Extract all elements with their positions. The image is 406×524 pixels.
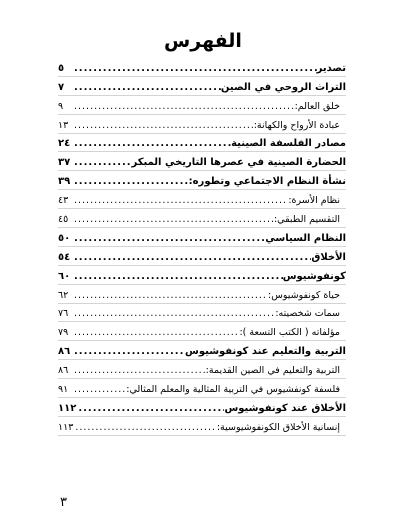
- toc-entry-page: ٧٩: [58, 327, 69, 339]
- toc-entry-label: التربية والتعليم عند كونفوشيوس: [185, 346, 346, 358]
- toc-entry: [58, 360, 346, 379]
- toc-entry: [58, 285, 346, 304]
- dot-leader: [72, 155, 131, 170]
- toc-entry: [58, 379, 346, 398]
- toc-entry-label: فلسفة كونفشيوس في التربية المثالية والمعلم المثالي:: [126, 384, 340, 396]
- toc-entry-page: ٩١: [58, 384, 69, 396]
- toc-entry: [58, 77, 346, 96]
- toc-entry: [58, 304, 346, 323]
- dot-leader: [72, 306, 275, 321]
- toc-entry-label: التقسيم الطبقي:: [273, 214, 340, 226]
- dot-leader: [72, 250, 311, 265]
- dot-leader: [72, 99, 295, 114]
- toc-entry-label: التربية والتعليم في الصين القديمة:: [205, 365, 340, 377]
- dot-leader: [72, 212, 274, 227]
- dot-leader: [72, 325, 239, 340]
- dot-leader: [76, 401, 224, 416]
- toc-entry-page: ٢٤: [58, 138, 71, 150]
- toc-entry: [58, 322, 346, 341]
- toc-entry: [58, 134, 346, 153]
- toc-entry: [58, 190, 346, 209]
- dot-leader: [72, 136, 231, 151]
- toc-entry-page: ٩: [58, 100, 64, 112]
- dot-leader: [72, 288, 268, 303]
- toc-entry: [58, 152, 346, 171]
- toc-entry-page: ٧٦: [58, 308, 69, 320]
- toc-entry-page: ١٣: [58, 119, 69, 131]
- toc-entry: [58, 398, 346, 417]
- dot-leader: [72, 382, 126, 397]
- toc-entry-page: ٥٤: [58, 251, 71, 263]
- toc-entry-page: ٣٧: [58, 157, 71, 169]
- toc-entry: [58, 247, 346, 266]
- toc-entry-page: ٤٥: [58, 214, 69, 226]
- dot-leader: [72, 61, 317, 76]
- page-title: الفهرس: [164, 30, 242, 52]
- toc-entry: [58, 171, 346, 190]
- toc-entry-label: تصدير: [316, 62, 346, 74]
- toc-entry-label: التراث الروحي في الصين: [220, 81, 346, 93]
- toc-entry-label: الأخلاق: [311, 251, 346, 263]
- toc-entry-label: عبادة الأرواح والكهانة:: [253, 119, 340, 131]
- dot-leader: [72, 344, 185, 359]
- toc-entry-page: ٧: [58, 81, 65, 93]
- toc-entry: [58, 266, 346, 285]
- toc-entry-page: ٨٦: [58, 346, 71, 358]
- dot-leader: [72, 174, 189, 189]
- toc-entry-label: حياة كونفوشيوس:: [268, 289, 340, 301]
- toc-entry-label: نظام الأسرة:: [288, 195, 340, 207]
- dot-leader: [73, 420, 217, 435]
- toc-entry: [58, 96, 346, 115]
- toc-entry-page: ٦٢: [58, 289, 69, 301]
- toc-entry-page: ٥: [58, 62, 65, 74]
- dot-leader: [72, 269, 283, 284]
- toc-entry-page: ٥٠: [58, 232, 71, 244]
- toc-entry-label: مصادر الفلسفة الصينية: [231, 138, 346, 150]
- toc-entry-page: ٤٣: [58, 195, 69, 207]
- toc-entry-label: الحضارة الصينية في عصرها التاريخي المبكر: [131, 157, 346, 169]
- toc-entry-label: إنسانية الأخلاق الكونفوشيوسية:: [216, 421, 340, 433]
- dot-leader: [72, 363, 206, 378]
- dot-leader: [72, 231, 265, 246]
- toc-entry: [58, 341, 346, 360]
- toc-entry-label: النظام السياسي: [265, 232, 346, 244]
- page-number: ٣: [60, 495, 67, 510]
- toc-entry-label: خلق العالم:: [294, 100, 340, 112]
- dot-leader: [72, 193, 288, 208]
- toc-entry-page: ٦٠: [58, 270, 71, 282]
- toc-entry: [58, 58, 346, 77]
- toc-entry-label: سمات شخصيته:: [275, 308, 340, 320]
- toc-entry: [58, 115, 346, 134]
- toc-entry-label: نشأة النظام الاجتماعي وتطوره:: [188, 176, 346, 188]
- toc-entry-label: كونفوشيوس: [282, 270, 346, 282]
- toc-entry: [58, 209, 346, 228]
- toc-entry: [58, 228, 346, 247]
- toc-entry-page: ٣٩: [58, 176, 71, 188]
- dot-leader: [72, 118, 254, 133]
- toc-entry-page: ١١٢: [58, 402, 77, 414]
- toc-entry-label: الأخلاق عند كونفوشيوس: [224, 402, 346, 414]
- dot-leader: [72, 80, 221, 95]
- table-of-contents: [58, 58, 346, 436]
- toc-entry: [58, 417, 346, 436]
- toc-entry-page: ٨٦: [58, 365, 69, 377]
- toc-entry-label: مؤلفاته ( الكتب التسعة ):: [239, 327, 340, 339]
- toc-entry-page: ١١٣: [58, 421, 74, 433]
